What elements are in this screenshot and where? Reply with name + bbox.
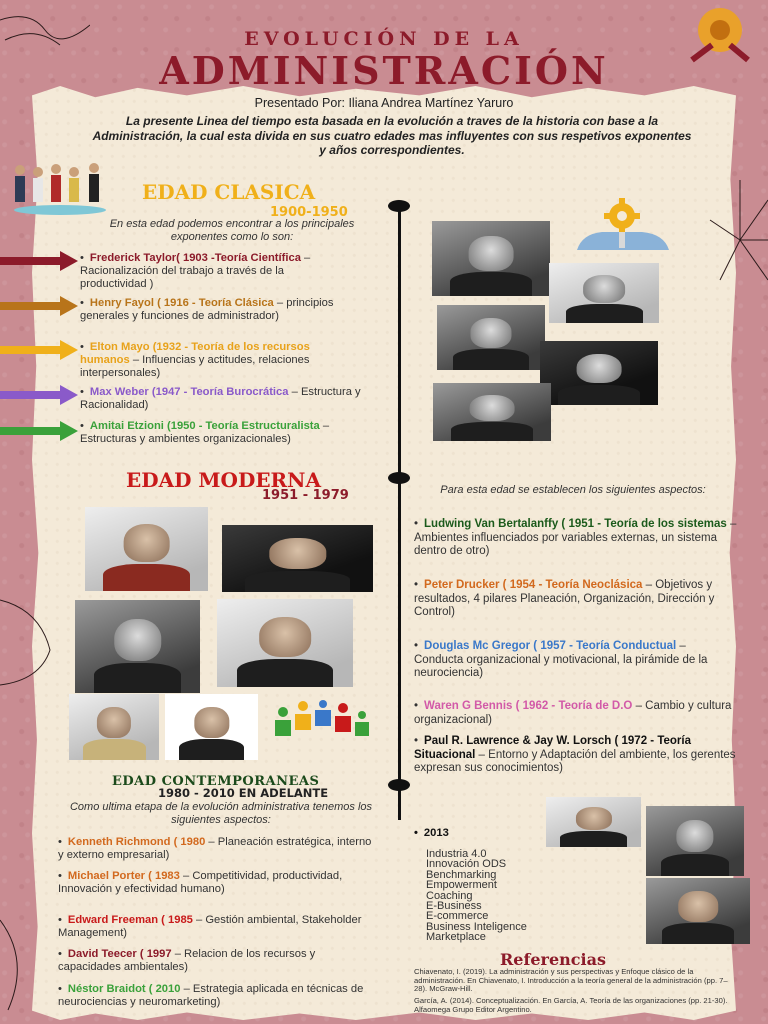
timeline-dot-contemporary [388,779,410,791]
arrow-taylor [0,251,78,271]
arrow-weber [0,385,78,405]
list-item: Industria 4.0 [426,848,487,860]
year-2013-label: • 2013 [414,827,449,839]
list-2013 [426,849,527,943]
classical-item: • Amitai Etzioni (1950 - Teoría Estructuralista – Estructuras y ambientes organizacionales) [80,420,330,446]
modern-item: • Ludwing Van Bertalanffy ( 1951 - Teoría de los sistemas – Ambientes influenciados por variables externas, un sistema dentro de otro) [414,518,737,558]
era-intro-modern: Para esta edad se establecen los siguientes aspectos: [440,484,706,496]
list-item: Marketplace [426,931,486,944]
business-people-illustration [10,160,110,220]
contemporary-item: • Edward Freeman ( 1985 – Gestión ambiental, Stakeholder Management) [58,914,362,940]
title-top: EVOLUCIÓN DE LA [244,28,524,50]
portrait-photo [222,525,373,592]
portrait-photo [85,507,208,591]
classical-item: • Frederick Taylor( 1903 -Teoría Científica – Racionalización del trabajo a través de la productividad ) [80,252,311,291]
portrait-photo [165,694,258,760]
portrait-photo [646,878,750,944]
modern-item: • Waren G Bennis ( 1962 - Teoría de D.O – Cambio y cultura organizacional) [414,700,732,726]
era-title-contemporary: EDAD CONTEMPORANEAS [112,774,320,789]
list-item: Benchmarking [426,868,497,881]
arrow-etzioni [0,421,78,441]
list-item: E-Business [426,900,482,913]
classical-item: • Elton Mayo (1932 - Teoría de los recursos humanos – Influencias y actitudes, relaciones interpersonales) [80,341,310,380]
portrait-photo [549,263,659,323]
portrait-photo [540,341,658,405]
contemporary-item: • David Teecer ( 1997 – Relacion de los recursos y capacidades ambientales) [58,948,316,974]
portrait-photo [433,383,551,441]
modern-item: • Douglas Mc Gregor ( 1957 - Teoría Conductual – Conducta organizacional y motivacional, la pirámide de la neurociencia) [414,640,708,680]
intro-paragraph: La presente Linea del tiempo esta basada en la evolución a traves de la historia con base a la Administración, la cual esta divida en sus cuatro edades mas influyentes con sus respetivos exponentes y años correspondientes. [92,114,692,157]
era-years-classical: 1900-1950 [270,205,348,220]
teamwork-puzzle-icon [265,700,377,746]
decorative-star-burst [700,160,768,320]
classical-item: • Max Weber (1947 - Teoría Burocrática – Estructura y Racionalidad) [80,386,361,412]
modern-item: • Peter Drucker ( 1954 - Teoría Neoclásica – Objetivos y resultados, 4 pilares Planeación, Organización, Dirección y Control) [414,579,715,619]
list-item: Coaching [426,889,473,902]
decorative-scribble-bottom [0,910,40,1020]
page-title: ADMINISTRACIÓN [159,48,609,93]
portrait-photo [646,806,744,876]
timeline-dot-classical [388,200,410,212]
era-intro-contemporary: Como ultima etapa de la evolución administrativa tenemos los siguientes aspectos: [69,801,373,826]
classical-item: • Henry Fayol ( 1916 - Teoría Clásica – principios generales y funciones de administrador) [80,297,334,323]
portrait-photo [432,221,550,296]
portrait-photo [217,599,353,687]
decorative-star-burst-2 [0,570,60,690]
portrait-photo [75,600,200,693]
era-intro-classical: En esta edad podemos encontrar a los principales exponentes como lo son: [109,218,355,243]
list-item: E-commerce [426,910,489,923]
portrait-photo [437,305,545,370]
reference-item: Chiavenato, I. (2019). La administración y sus perspectivas y Enfoque clásico de la administración. En Chiavenato, I. Introducción a la teoría general de la administración (pp. 7–28). McGraw-Hill. [414,967,728,994]
list-item: Empowerment [426,879,497,892]
era-title-modern: EDAD MODERNA [126,468,321,492]
contemporary-item: • Néstor Braidot ( 2010 – Estrategia aplicada en técnicas de neurociencias y neuromarketing) [58,983,364,1009]
portrait-photo [546,797,641,847]
portrait-photo [69,694,159,760]
era-years-modern: 1951 - 1979 [262,488,349,503]
contemporary-item: • Kenneth Richmond ( 1980 – Planeación estratégica, interno y externo empresarial) [58,836,372,862]
modern-item: • Paul R. Lawrence & Jay W. Lorsch ( 1972 - Teoría Situacional – Entorno y Adaptación del ambiente, los gerentes expresan sus conocimientos) [414,735,736,775]
timeline-dot-modern [388,472,410,484]
references-title: Referencias [500,950,606,969]
contemporary-item: • Michael Porter ( 1983 – Competitividad, productividad, Innovación y efectividad humano) [58,870,343,896]
arrow-mayo [0,340,78,360]
list-item: Business Inteligence [426,920,527,933]
era-years-contemporary: 1980 - 2010 EN ADELANTE [158,786,329,800]
arrow-fayol [0,296,78,316]
gear-manager-icon [572,198,674,250]
list-item: Innovación ODS [426,858,507,871]
timeline-line [398,205,401,820]
era-title-classical: EDAD CLASICA [142,180,316,204]
reference-item: García, A. (2014). Conceptualización. En García, A. Teoría de las organizaciones (pp. 21-30). Alfaomega Grupo Editor Argentino. [414,996,728,1014]
presented-by: Presentado Por: Iliana Andrea Martínez Yaruro [254,96,514,110]
